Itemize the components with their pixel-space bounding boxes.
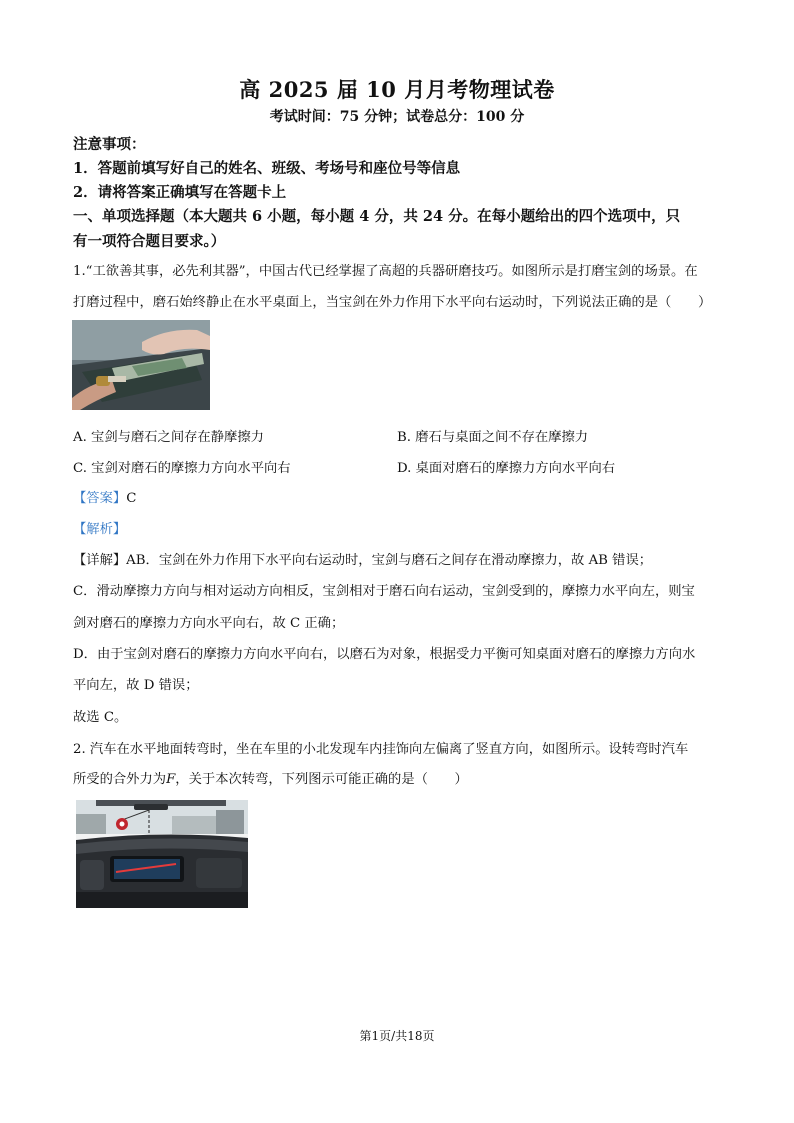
- sword-sharpening-photo: [72, 320, 210, 410]
- answer-label: 【答案】: [73, 491, 127, 506]
- q1-option-a: A. 宝剑与磨石之间存在静摩擦力: [73, 430, 264, 445]
- q1-detail-line-1: 【详解】AB．宝剑在外力作用下水平向右运动时，宝剑与磨石之间存在滑动摩擦力，故 AB 错误；: [73, 553, 653, 568]
- page-title: 高 2025 届 10 月月考物理试卷: [239, 77, 555, 102]
- q1-option-b: B. 磨石与桌面之间不存在摩擦力: [397, 430, 589, 445]
- analysis-label: 【解析】: [73, 522, 127, 537]
- section-heading-line-1: 一、单项选择题（本大题共 6 小题，每小题 4 分，共 24 分。在每小题给出的四个选项中，只: [73, 208, 681, 225]
- notice-heading: 注意事项：: [73, 136, 146, 153]
- q1-option-c: C. 宝剑对磨石的摩擦力方向水平向右: [73, 461, 291, 476]
- q1-detail-line-2: C．滑动摩擦力方向与相对运动方向相反，宝剑相对于磨石向右运动，宝剑受到的，摩擦力水平向左，则宝: [73, 584, 695, 599]
- q2-stem-line-1: 2. 汽车在水平地面转弯时，坐在车里的小北发现车内挂饰向左偏离了竖直方向，如图所示。设转弯时汽车: [73, 742, 689, 757]
- q2-stem-line-2: 所受的合外力为𝐹，关于本次转弯，下列图示可能正确的是（ ）: [73, 772, 468, 787]
- answer-value: C: [126, 491, 137, 506]
- q1-stem-line-2: 打磨过程中，磨石始终静止在水平桌面上，当宝剑在外力作用下水平向右运动时，下列说法正确的是（ ）: [73, 295, 712, 310]
- q1-detail-line-4: D．由于宝剑对磨石的摩擦力方向水平向右，以磨石为对象，根据受力平衡可知桌面对磨石的摩擦力方向水: [73, 647, 696, 662]
- q1-stem-line-1: 1.“工欲善其事，必先利其器”，中国古代已经掌握了高超的兵器研磨技巧。如图所示是打磨宝剑的场景。在: [73, 264, 698, 279]
- q1-detail-line-5: 平向左，故 D 错误；: [73, 678, 199, 693]
- section-heading-line-2: 有一项符合题目要求。）: [73, 233, 226, 250]
- notice-item-2: 2．请将答案正确填写在答题卡上: [73, 184, 287, 201]
- page-number: 第1页/共18页: [359, 1029, 435, 1043]
- car-interior-photo: [76, 800, 248, 908]
- notice-item-1: 1．答题前填写好自己的姓名、班级、考场号和座位号等信息: [73, 160, 461, 177]
- q1-answer: [73, 487, 136, 506]
- q1-detail-line-3: 剑对磨石的摩擦力方向水平向右，故 C 正确；: [73, 616, 345, 631]
- exam-info: 考试时间：75 分钟；试卷总分：100 分: [269, 109, 525, 125]
- q1-conclusion: 故选 C。: [73, 710, 128, 725]
- q1-option-d: D. 桌面对磨石的摩擦力方向水平向右: [397, 461, 616, 476]
